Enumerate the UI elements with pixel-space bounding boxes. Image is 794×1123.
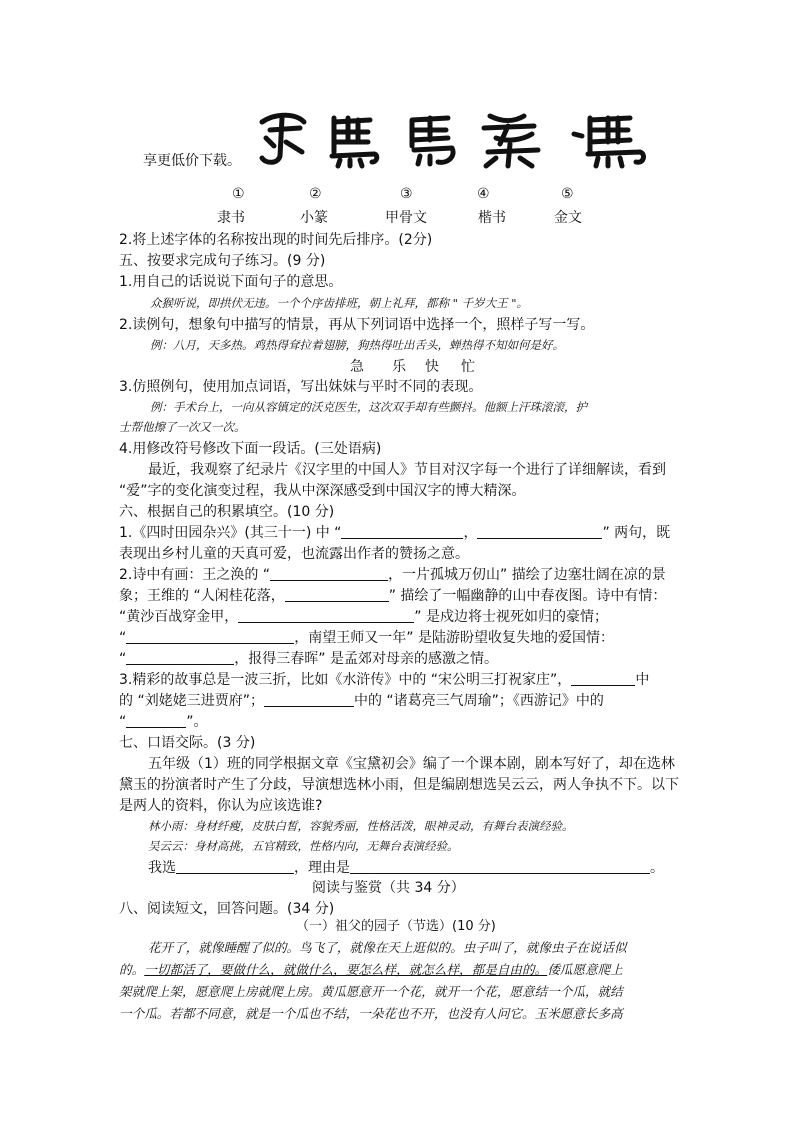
answer-blank[interactable] — [126, 629, 294, 644]
s6-q3-line-1 — [119, 669, 649, 691]
font-name-5: 金文 — [554, 210, 582, 226]
s6-q2-text-e: “黄沙百战穿金甲， — [119, 609, 239, 625]
s7-choose-text-c: 。 — [650, 860, 664, 876]
s6-q1-text-a: 1.《四时田园杂兴》(其三十一) 中 “ — [119, 525, 342, 541]
s7-choose-text-b: ，理由是 — [294, 860, 350, 876]
font-name-1: 隶书 — [217, 210, 245, 226]
s6-q3-line-2 — [119, 690, 604, 712]
word-option-3: 快 — [425, 359, 439, 375]
s5-q2-example: 例：八月，天多热。鸡热得耷拉着翅膀，狗热得吐出舌头，蝉热得不知如何是好。 — [150, 338, 564, 352]
question-2: 2.将上述字体的名称按出现的时间先后排序。(2分) — [119, 232, 433, 248]
s6-q2-line-5 — [119, 648, 498, 670]
answer-blank[interactable] — [238, 608, 414, 623]
s8-passage-line-1: 花开了，就像睡醒了似的。鸟飞了，就像在天上逛似的。虫子叫了，就像虫子在说话似 — [148, 940, 627, 955]
ancient-script-ma-characters-image — [252, 108, 652, 170]
s6-q2-text-i: “ — [119, 651, 127, 667]
s6-q1-text-c: ” 两句，既 — [602, 525, 671, 541]
s6-q1-line-1 — [119, 522, 670, 544]
s8-passage-line-2-c: 倭瓜愿意爬上 — [547, 962, 623, 977]
section-5-title: 五、按要求完成句子练习。(9 分) — [119, 253, 326, 269]
download-note: 享更低价下载。 — [143, 153, 241, 169]
answer-blank[interactable] — [176, 859, 294, 874]
s8-underlined-sentence: 一切都活了，要做什么，就做什么，要怎么样，就怎么样，都是自由的。 — [144, 962, 548, 977]
s6-q2-text-b: ，一片孤城万仞山” 描绘了边塞壮阔在凉的景 — [388, 567, 666, 583]
s6-q2-text-c: 象；王维的 “人闲桂花落， — [119, 588, 285, 604]
s5-question-2: 2.读例句，想象句中描写的情景，再从下列词语中选择一个，照样子写一写。 — [119, 317, 595, 333]
answer-blank[interactable] — [571, 671, 635, 686]
s5-q3-example-line-2: 士帮他擦了一次又一次。 — [119, 420, 246, 434]
numeral-2: ② — [309, 186, 322, 202]
s7-candidate-wu: 吴云云：身材高挑，五官精致，性格内向，无舞台表演经验。 — [148, 839, 459, 853]
word-option-1: 急 — [350, 359, 364, 375]
s6-q2-line-3 — [119, 606, 608, 628]
s6-q2-line-2 — [119, 585, 666, 607]
s7-candidate-lin: 林小雨：身材纤瘦，皮肤白皙，容貌秀丽，性格活泼，眼神灵动，有舞台表演经验。 — [148, 819, 574, 833]
font-name-2: 小篆 — [300, 210, 328, 226]
answer-blank[interactable] — [126, 650, 234, 665]
s6-q3-text-d: 中的 “诸葛亮三气周瑜”；《西游记》中的 — [353, 693, 604, 709]
s6-q3-text-f: ”。 — [186, 714, 208, 730]
s5-q4-paragraph-line-2: “爱”字的变化演变过程，我从中深深感受到中国汉字的博大精深。 — [119, 483, 526, 499]
answer-blank[interactable] — [270, 566, 388, 581]
s6-q1-text-d: 表现出乡村儿童的天真可爱，也流露出作者的赞扬之意。 — [119, 546, 469, 562]
section-8-title: 八、阅读短文，回答问题。(34 分) — [119, 901, 335, 917]
answer-blank[interactable] — [477, 524, 602, 539]
word-option-2: 乐 — [392, 359, 406, 375]
font-name-3: 甲骨文 — [385, 210, 427, 226]
answer-blank[interactable] — [285, 587, 389, 602]
answer-blank[interactable] — [126, 713, 186, 728]
answer-blank[interactable] — [341, 524, 463, 539]
numeral-4: ④ — [477, 186, 490, 202]
s7-paragraph-line-3: 是两人的资料，你认为应该选谁? — [119, 798, 323, 814]
s6-q3-text-b: 中 — [635, 672, 650, 688]
s8-passage-line-2 — [119, 960, 623, 980]
answer-blank[interactable] — [264, 692, 354, 707]
numeral-5: ⑤ — [561, 186, 574, 202]
s6-q2-text-g: “ — [119, 630, 127, 646]
s5-question-3: 3.仿照例句，使用加点词语，写出妹妹与平时不同的表现。 — [119, 379, 483, 395]
section-7-title: 七、口语交际。(3 分) — [119, 735, 256, 751]
s8-passage-line-2-a: 的。 — [119, 962, 145, 977]
s5-q3-example-line-1: 例：手术台上，一向从容镇定的沃克医生，这次双手却有些颤抖。他额上汗珠滚滚，护 — [150, 400, 587, 414]
numeral-1: ① — [232, 186, 245, 202]
s7-choice-line — [148, 857, 664, 879]
reading-section-title: 阅读与鉴赏（共 34 分） — [312, 880, 465, 896]
s6-q2-text-j: ，报得三春晖” 是孟郊对母亲的感激之情。 — [234, 651, 498, 667]
s6-q2-text-a: 2.诗中有画：王之涣的 “ — [119, 567, 271, 583]
s5-q4-paragraph-line-1: 最近，我观察了纪录片《汉字里的中国人》节目对汉字每一个进行了详细解读，看到 — [148, 462, 666, 478]
s6-q3-line-3 — [119, 711, 208, 733]
s6-q3-text-a: 3.精彩的故事总是一波三折，比如《水浒传》中的 “宋公明三打祝家庄”， — [119, 672, 572, 688]
word-option-4: 忙 — [461, 359, 475, 375]
s5-q1-example: 众猴听说，即拱伏无违。一个个序齿排班，朝上礼拜，都称 " 千岁大王 "。 — [150, 296, 529, 310]
s5-question-4: 4.用修改符号修改下面一段话。(三处语病) — [119, 441, 382, 457]
section-6-title: 六、根据自己的积累填空。(10 分) — [119, 504, 335, 520]
answer-blank[interactable] — [350, 859, 650, 874]
s7-paragraph-line-2: 黛玉的扮演者时产生了分歧，导演想选林小雨，但是编剧想选吴云云，两人争执不下。以下 — [119, 777, 679, 793]
s6-q3-text-e: “ — [119, 714, 127, 730]
numeral-3: ③ — [400, 186, 413, 202]
s6-q1-text-b: ， — [463, 525, 478, 541]
s6-q2-text-f: ” 是戍边将士视死如归的豪情； — [414, 609, 608, 625]
s8-subtitle: （一）祖父的园子（节选）(10 分) — [296, 919, 496, 934]
s6-q2-line-4 — [119, 627, 614, 649]
s6-q2-text-h: ，南望王师又一年” 是陆游盼望收复失地的爱国情： — [294, 630, 614, 646]
s7-choose-text-a: 我选 — [148, 860, 176, 876]
s8-passage-line-4: 一个瓜。若都不同意，就是一个瓜也不结，一朵花也不开，也没有人问它。玉米愿意长多高 — [119, 1006, 623, 1021]
s6-q3-text-c: 的 “刘姥姥三进贾府”； — [119, 693, 264, 709]
s7-paragraph-line-1: 五年级（1）班的同学根据文章《宝黛初会》编了一个课本剧，剧本写好了，却在选林 — [148, 756, 675, 772]
s6-q2-line-1 — [119, 564, 666, 586]
s8-passage-line-3: 架就爬上架，愿意爬上房就爬上房。黄瓜愿意开一个花，就开一个花，愿意结一个瓜，就结 — [119, 984, 623, 999]
font-name-4: 楷书 — [478, 210, 506, 226]
s5-question-1: 1.用自己的话说说下面句子的意思。 — [119, 274, 343, 290]
s6-q2-text-d: ” 描绘了一幅幽静的山中春夜图。诗中有情： — [388, 588, 667, 604]
